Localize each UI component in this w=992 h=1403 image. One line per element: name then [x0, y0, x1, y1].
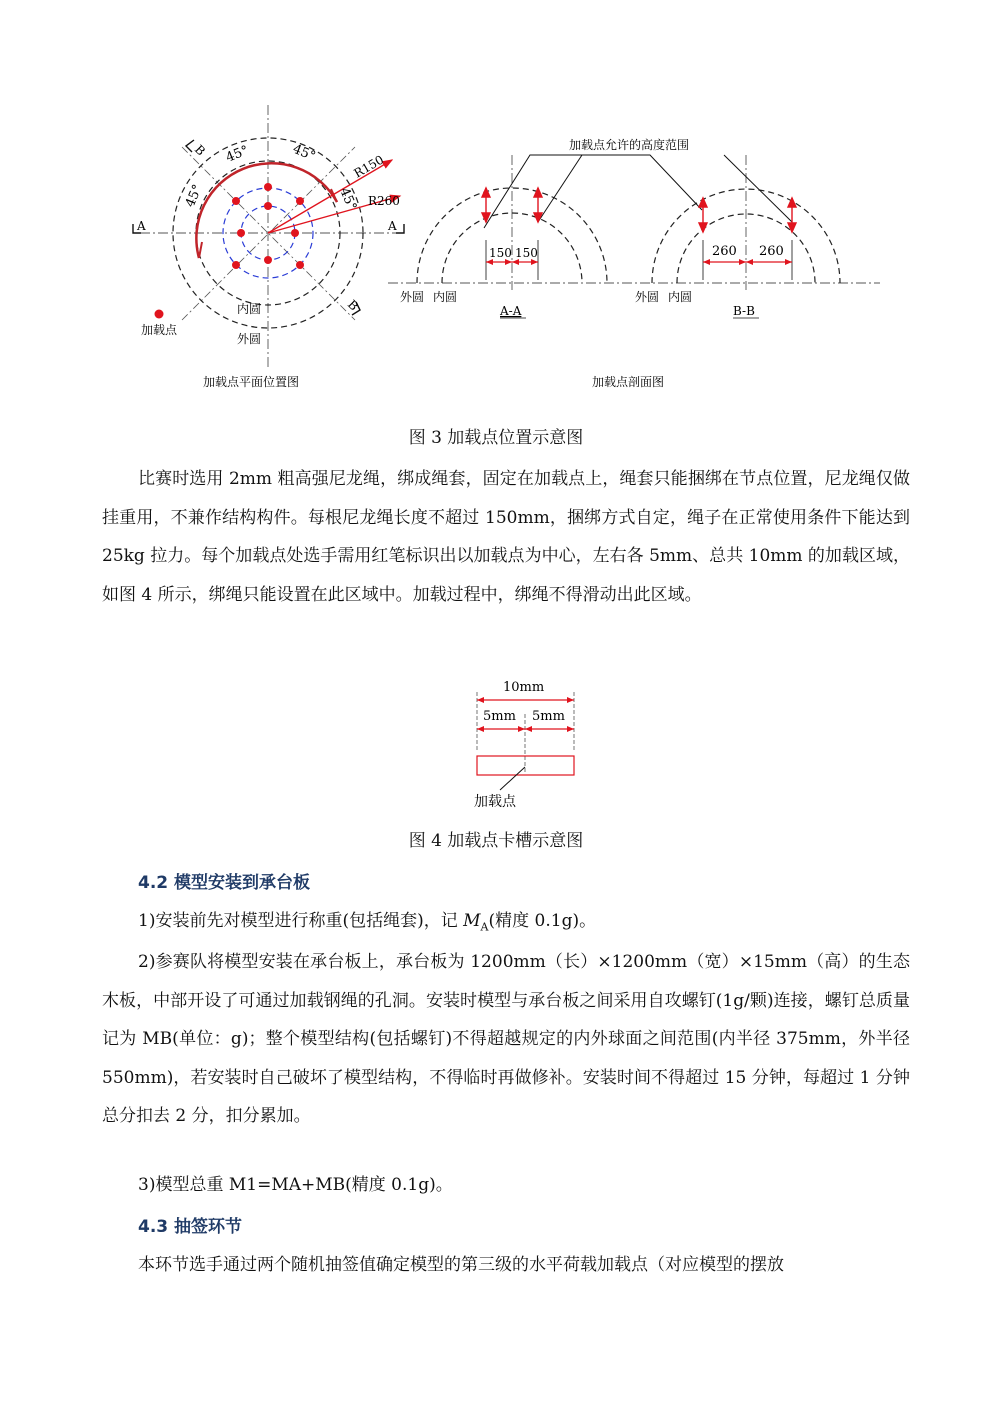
inner-a-label: 内圆	[433, 290, 458, 304]
item-1	[138, 906, 596, 933]
dim-right: 5mm	[532, 709, 565, 724]
section-b-bottom: B	[344, 297, 362, 314]
loading-point	[291, 229, 299, 237]
dim-a-right: 150	[515, 246, 538, 260]
inner-circle-label: 内圆	[237, 302, 262, 316]
paragraph-rope: 比赛时选用 2mm 粗高强尼龙绳，绑成绳套，固定在加载点上，绳套只能捆绑在节点位置，尼龙绳仅做挂重用，不兼作结构构件。每根尼龙绳长度不超过 150mm，捆绑方式自定，绳子在正常使用条件下能达到 25kg 拉力。每个加载点处选手需用红笔标识出以加载点为中心，左右各 5mm、总共 10mm 的加载区域，如图 4 所示，绑绳只能设置在此区域中。加载过程中，绑绳不得滑动出此区域。	[102, 469, 910, 605]
loading-point	[232, 197, 240, 205]
section-a-left: A	[137, 219, 146, 233]
item-3: 3)模型总重 M1=MA+MB(精度 0.1g)。	[138, 1175, 453, 1195]
plan-title: 加载点平面位置图	[203, 375, 300, 389]
r260-label: R260	[368, 194, 400, 208]
dim-left: 5mm	[483, 709, 516, 724]
item-1-text: 1)安装前先对模型进行称重(包括绳套)，记	[138, 911, 464, 931]
item-1-post: (精度 0.1g)。	[488, 911, 597, 931]
loading-point	[264, 256, 272, 264]
dim-b-left: 260	[712, 244, 737, 259]
section-view	[388, 137, 880, 389]
angle-label: 45°	[290, 141, 318, 165]
dim-total: 10mm	[503, 680, 545, 695]
section-title: 加载点剖面图	[592, 375, 665, 389]
item-1-var: M	[463, 911, 481, 931]
item-1-sub: A	[480, 920, 489, 934]
angle-label: 45°	[182, 182, 206, 210]
loading-point	[296, 261, 304, 269]
loading-point-label: 加载点	[474, 794, 516, 810]
inner-b-label: 内圆	[668, 290, 693, 304]
angle-label: 45°	[223, 143, 251, 166]
r150-label: R150	[351, 152, 387, 181]
loading-point	[237, 229, 245, 237]
range-label: 加载点允许的高度范围	[569, 138, 690, 152]
loading-point	[296, 197, 304, 205]
figure-3-caption: 图 3 加载点位置示意图	[408, 428, 584, 448]
section-aa-label: A-A	[500, 304, 522, 318]
outer-b-label: 外圆	[635, 290, 660, 304]
section-bb-label: B-B	[733, 304, 755, 318]
angle-label: 45°	[336, 185, 360, 213]
item-2: 2)参赛队将模型安装在承台板上，承台板为 1200mm（长）×1200mm（宽）×15mm（高）的生态木板，中部开设了可通过加载钢绳的孔洞。安装时模型与承台板之间采用自攻螺钉(1g/颗)连接，螺钉总质量记为 MB(单位：g)；整个模型结构(包括螺钉)不得超越规定的内外球面之间范围(内半径 375mm，外半径 550mm)，若安装时自己破坏了模型结构，不得临时再做修补。安装时间不得超过 15 分钟，每超过 1 分钟总分扣去 2 分，扣分累加。	[102, 952, 910, 1126]
plan-view	[133, 105, 404, 389]
figure-4	[440, 672, 600, 812]
paragraph-draw: 本环节选手通过两个随机抽签值确定模型的第三级的水平荷载加载点（对应模型的摆放	[138, 1255, 784, 1275]
dim-a-left: 150	[489, 246, 512, 260]
loading-point	[264, 183, 272, 191]
outer-a-label: 外圆	[400, 290, 425, 304]
legend-point-label: 加载点	[141, 323, 178, 337]
loading-point	[232, 261, 240, 269]
legend-point-icon	[155, 310, 164, 319]
section-a-right: A	[388, 219, 397, 233]
heading-4-2: 4.2 模型安装到承台板	[138, 873, 311, 893]
loading-zone	[477, 756, 574, 775]
section-b-top: B	[191, 142, 209, 159]
dim-b-right: 260	[759, 244, 784, 259]
outer-circle-label: 外圆	[237, 332, 262, 346]
loading-point	[264, 202, 272, 210]
heading-4-3: 4.3 抽签环节	[138, 1217, 243, 1237]
figure-3	[0, 0, 992, 410]
figure-4-caption: 图 4 加载点卡槽示意图	[408, 831, 584, 851]
